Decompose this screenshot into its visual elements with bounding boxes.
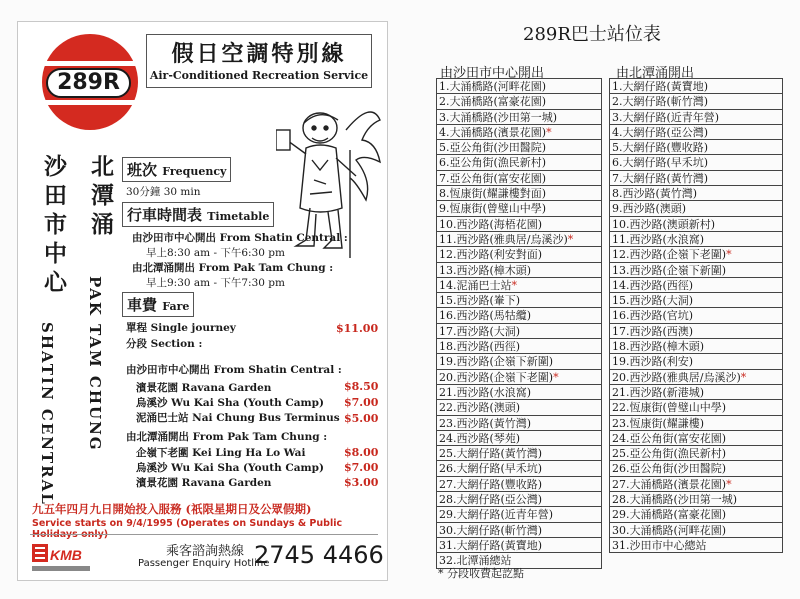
stop-row bbox=[610, 217, 782, 232]
stop-row bbox=[610, 446, 782, 461]
enquiry-hotline-number: 2745 4466 bbox=[254, 541, 384, 569]
stop-row bbox=[610, 354, 782, 369]
stop-row bbox=[437, 370, 601, 385]
fare-price: $8.50 bbox=[344, 380, 379, 393]
fare-price: $5.00 bbox=[344, 412, 379, 425]
stop-name: 30.大涌橋路(河畔花園) bbox=[612, 523, 727, 537]
fare-from-shatin-label: 由沙田市中心開出 From Shatin Central : bbox=[126, 364, 342, 376]
stop-name: 5.大網仔路(豐收路) bbox=[612, 141, 709, 155]
stop-name: 10.西沙路(海梧花園) bbox=[439, 217, 543, 231]
stop-row bbox=[437, 140, 601, 155]
stop-row bbox=[437, 171, 601, 186]
stop-name: 30.大網仔路(斬竹灣) bbox=[439, 523, 543, 537]
stop-row bbox=[437, 431, 601, 446]
section-star-marker: * bbox=[726, 248, 732, 262]
svg-text:KMB: KMB bbox=[50, 547, 82, 563]
timetable-heading-en: Timetable bbox=[207, 210, 270, 223]
stop-row bbox=[437, 94, 601, 109]
section-star-marker: * bbox=[511, 278, 517, 292]
stop-name: 1.大網仔路(黃寶地) bbox=[612, 80, 709, 93]
stop-name: 20.西沙路(雅典居/烏溪沙) bbox=[612, 370, 741, 384]
fare-section-label: 分段 Section : bbox=[126, 338, 203, 350]
stop-row bbox=[437, 324, 601, 339]
stop-name: 3.大網仔路(近青年營) bbox=[612, 110, 720, 124]
stop-name: 19.西沙路(企嶺下新圍) bbox=[439, 355, 554, 369]
stop-name: 12.西沙路(利安對面) bbox=[439, 248, 543, 262]
stop-row bbox=[437, 110, 601, 125]
stop-row bbox=[610, 155, 782, 170]
stop-name: 9.西沙路(澳頭) bbox=[612, 202, 687, 216]
stop-name: 28.大涌橋路(沙田第一城) bbox=[612, 493, 738, 507]
stop-row bbox=[610, 201, 782, 216]
stop-row bbox=[610, 492, 782, 507]
timetable-from-shatin-time: 早上8:30 am - 下午6:30 pm bbox=[146, 247, 285, 259]
stop-name: 15.西沙路(大洞) bbox=[612, 294, 694, 308]
stop-row bbox=[610, 171, 782, 186]
stop-row bbox=[437, 247, 601, 262]
stop-name: 4.大網仔路(亞公灣) bbox=[612, 125, 709, 139]
stop-row bbox=[610, 400, 782, 415]
service-title-en: Air-Conditioned Recreation Service bbox=[149, 69, 369, 82]
fare-price: $8.00 bbox=[344, 446, 379, 459]
stop-name: 13.西沙路(樟木頭) bbox=[439, 263, 532, 277]
enquiry-hotline-en: Passenger Enquiry Hotline bbox=[138, 558, 270, 569]
stop-row bbox=[437, 492, 601, 507]
origin-cn: 沙田市中心 bbox=[40, 154, 67, 299]
stop-row bbox=[437, 308, 601, 323]
section-star-marker: * bbox=[553, 370, 559, 384]
stop-row bbox=[437, 477, 601, 492]
service-start-notice-en: Service starts on 9/4/1995 (Operates on Sundays & Public bbox=[32, 518, 343, 529]
stop-name: 22.恆康街(曾璧山中學) bbox=[612, 401, 727, 415]
stop-name: 7.亞公角街(富安花園) bbox=[439, 171, 547, 185]
route-badge bbox=[32, 34, 145, 130]
fare-row: 烏溪沙 Wu Kai Sha (Youth Camp) bbox=[136, 397, 324, 409]
stop-row bbox=[610, 140, 782, 155]
stop-name: 10.西沙路(澳頭新村) bbox=[612, 217, 716, 231]
fare-heading-en: Fare bbox=[162, 300, 190, 313]
stop-row bbox=[437, 155, 601, 170]
stop-row bbox=[437, 232, 601, 247]
stop-row bbox=[610, 110, 782, 125]
footer-divider bbox=[30, 534, 378, 535]
stop-name: 17.西沙路(大洞) bbox=[439, 324, 521, 338]
stop-name: 16.西沙路(官坑) bbox=[612, 309, 694, 323]
stop-name: 3.大涌橋路(沙田第一城) bbox=[439, 110, 558, 124]
timetable-heading bbox=[122, 202, 274, 227]
stop-name: 27.大涌橋路(濱景花園) bbox=[612, 477, 727, 491]
stop-name: 24.西沙路(琴苑) bbox=[439, 431, 521, 445]
col1-heading: 由沙田市中心開出 bbox=[440, 66, 545, 81]
fare-row: 企嶺下老圍 Kei Ling Ha Lo Wai bbox=[136, 447, 306, 459]
timetable-from-shatin-label: 由沙田市中心開出 From Shatin Central : bbox=[132, 232, 348, 244]
fare-price: $7.00 bbox=[344, 461, 379, 474]
section-star-marker: * bbox=[726, 477, 732, 491]
stop-name: 1.大涌橋路(河畔花園) bbox=[439, 80, 547, 93]
stop-name: 11.西沙路(雅典居/烏溪沙) bbox=[439, 232, 568, 246]
stop-row bbox=[437, 507, 601, 522]
stop-name: 15.西沙路(輋下) bbox=[439, 294, 521, 308]
destination-cn: 北潭涌 bbox=[87, 154, 114, 241]
enquiry-hotline-cn: 乘客諮詢熱線 bbox=[166, 544, 245, 559]
stop-row bbox=[610, 125, 782, 140]
stop-name: 23.西沙路(黃竹灣) bbox=[439, 416, 532, 430]
stop-row bbox=[437, 263, 601, 278]
stop-name: 8.西沙路(黃竹灣) bbox=[612, 187, 698, 201]
stop-name: 13.西沙路(企嶺下新圍) bbox=[612, 263, 727, 277]
section-star-marker: * bbox=[740, 370, 747, 384]
stop-name: 16.西沙路(馬牯纜) bbox=[439, 309, 532, 323]
section-fare-footnote: * 分段收費起訖點 bbox=[438, 567, 524, 580]
service-title-cn: 假日空調特別線 bbox=[171, 41, 347, 67]
stop-row bbox=[610, 477, 782, 492]
stop-name: 27.大網仔路(豐收路) bbox=[439, 477, 543, 491]
stop-list-from-shatin bbox=[436, 78, 602, 569]
stop-name: 17.西沙路(西澳) bbox=[612, 324, 694, 338]
stop-row bbox=[437, 461, 601, 476]
stop-row bbox=[610, 339, 782, 354]
fare-single-price: $11.00 bbox=[336, 322, 379, 335]
stop-row bbox=[437, 278, 601, 293]
stop-name: 31.大網仔路(黃寶地) bbox=[439, 538, 543, 552]
stop-name: 25.亞公角街(漁民新村) bbox=[612, 447, 727, 461]
stop-list-from-pak bbox=[609, 78, 783, 553]
frequency-value: 30分鐘 30 min bbox=[126, 186, 201, 198]
stop-name: 11.西沙路(水浪窩) bbox=[612, 232, 705, 246]
stop-name: 22.西沙路(澳頭) bbox=[439, 401, 521, 415]
stop-row bbox=[610, 308, 782, 323]
stop-row bbox=[610, 293, 782, 308]
stop-row bbox=[610, 94, 782, 109]
timetable-from-pak-time: 早上9:30 am - 下午7:30 pm bbox=[146, 277, 285, 289]
timetable-heading-cn: 行車時間表 bbox=[127, 206, 203, 224]
stop-row bbox=[610, 324, 782, 339]
stop-name: 7.大網仔路(黃竹灣) bbox=[612, 171, 709, 185]
stop-name: 8.恆康街(耀謙樓對面) bbox=[439, 187, 547, 201]
stop-row bbox=[610, 431, 782, 446]
fare-row: 濱景花園 Ravana Garden bbox=[136, 477, 272, 489]
frequency-heading bbox=[122, 157, 231, 182]
stop-row bbox=[437, 186, 601, 201]
stop-row bbox=[610, 523, 782, 538]
stop-name: 25.大網仔路(黃竹灣) bbox=[439, 447, 543, 461]
stop-name: 2.大涌橋路(富豪花園) bbox=[439, 95, 547, 109]
stop-row bbox=[610, 538, 782, 553]
frequency-heading-en: Frequency bbox=[162, 165, 227, 178]
section-star-marker: * bbox=[567, 232, 574, 246]
fare-row: 烏溪沙 Wu Kai Sha (Youth Camp) bbox=[136, 462, 324, 474]
stop-row bbox=[437, 125, 601, 140]
stop-row bbox=[437, 293, 601, 308]
stop-name: 5.亞公角街(沙田醫院) bbox=[439, 141, 547, 155]
fare-row: 泥涌巴士站 Nai Chung Bus Terminus bbox=[136, 412, 340, 424]
stop-name: 21.西沙路(新港城) bbox=[612, 385, 705, 399]
stop-row bbox=[610, 370, 782, 385]
timetable-from-pak-label: 由北潭涌開出 From Pak Tam Chung : bbox=[132, 262, 334, 274]
stop-name: 9.恆康街(曾璧山中學) bbox=[439, 202, 547, 216]
stop-name: 23.恆康街(耀謙樓) bbox=[612, 416, 705, 430]
stop-row bbox=[437, 538, 601, 553]
stop-row bbox=[610, 79, 782, 94]
stop-row bbox=[437, 354, 601, 369]
stop-name: 26.大網仔路(早禾坑) bbox=[439, 462, 543, 476]
stop-name: 2.大網仔路(斬竹灣) bbox=[612, 95, 709, 109]
stop-row bbox=[610, 186, 782, 201]
stop-row bbox=[437, 416, 601, 431]
section-star-marker: * bbox=[546, 125, 552, 139]
kmb-logo bbox=[32, 542, 92, 574]
fare-row: 濱景花園 Ravana Garden bbox=[136, 382, 272, 394]
fare-from-pak-label: 由北潭涌開出 From Pak Tam Chung : bbox=[126, 431, 328, 443]
stop-name: 24.亞公角街(富安花園) bbox=[612, 431, 727, 445]
col2-heading: 由北潭涌開出 bbox=[616, 66, 695, 81]
stop-name: 4.大涌橋路(濱景花園) bbox=[439, 125, 547, 139]
stop-name: 18.西沙路(西徑) bbox=[439, 340, 521, 354]
fare-heading-cn: 車費 bbox=[127, 296, 158, 314]
stop-name: 14.泥涌巴士站 bbox=[439, 278, 512, 292]
stop-name: 26.亞公角街(沙田醫院) bbox=[612, 462, 727, 476]
stop-name: 29.大涌橋路(富豪花園) bbox=[612, 508, 727, 522]
stop-row bbox=[610, 278, 782, 293]
stop-name: 32.北潭涌總站 bbox=[439, 554, 512, 568]
stop-row bbox=[437, 79, 601, 94]
stop-row bbox=[437, 201, 601, 216]
stop-row bbox=[437, 446, 601, 461]
timetable-leaflet bbox=[17, 21, 388, 581]
stop-row bbox=[437, 400, 601, 415]
frequency-heading-cn: 班次 bbox=[127, 161, 158, 179]
stop-row bbox=[610, 385, 782, 400]
stop-name: 18.西沙路(樟木頭) bbox=[612, 340, 705, 354]
stop-name: 29.大網仔路(近青年營) bbox=[439, 508, 554, 522]
stop-name: 6.大網仔路(早禾坑) bbox=[612, 156, 709, 170]
stop-row bbox=[610, 232, 782, 247]
stop-list-title: 289R巴士站位表 bbox=[523, 24, 661, 45]
stop-name: 20.西沙路(企嶺下老圍) bbox=[439, 370, 554, 384]
stop-row bbox=[437, 339, 601, 354]
stop-row bbox=[610, 263, 782, 278]
fare-single-label: 單程 Single journey bbox=[126, 322, 236, 334]
service-title-box bbox=[146, 34, 372, 88]
stop-name: 31.沙田市中心總站 bbox=[612, 538, 707, 552]
stop-name: 28.大網仔路(亞公灣) bbox=[439, 493, 543, 507]
origin-en: SHATIN CENTRAL bbox=[38, 322, 56, 506]
stop-name: 14.西沙路(西徑) bbox=[612, 278, 694, 292]
stop-row bbox=[437, 217, 601, 232]
stop-row bbox=[437, 523, 601, 538]
stop-row bbox=[610, 416, 782, 431]
stop-name: 19.西沙路(利安) bbox=[612, 355, 694, 369]
stop-row bbox=[437, 385, 601, 400]
fare-price: $7.00 bbox=[344, 396, 379, 409]
fare-heading bbox=[122, 292, 194, 317]
stop-name: 6.亞公角街(漁民新村) bbox=[439, 156, 547, 170]
stop-name: 21.西沙路(水浪窩) bbox=[439, 385, 532, 399]
route-number: 289R bbox=[46, 68, 131, 98]
destination-en: PAK TAM CHUNG bbox=[86, 276, 104, 452]
fare-price: $3.00 bbox=[344, 476, 379, 489]
stop-row bbox=[610, 247, 782, 262]
service-start-notice-cn: 九五年四月九日開始投入服務 (祇限星期日及公眾假期) bbox=[32, 502, 312, 516]
stop-name: 12.西沙路(企嶺下老圍) bbox=[612, 248, 727, 262]
stop-row bbox=[610, 461, 782, 476]
stop-row bbox=[610, 507, 782, 522]
